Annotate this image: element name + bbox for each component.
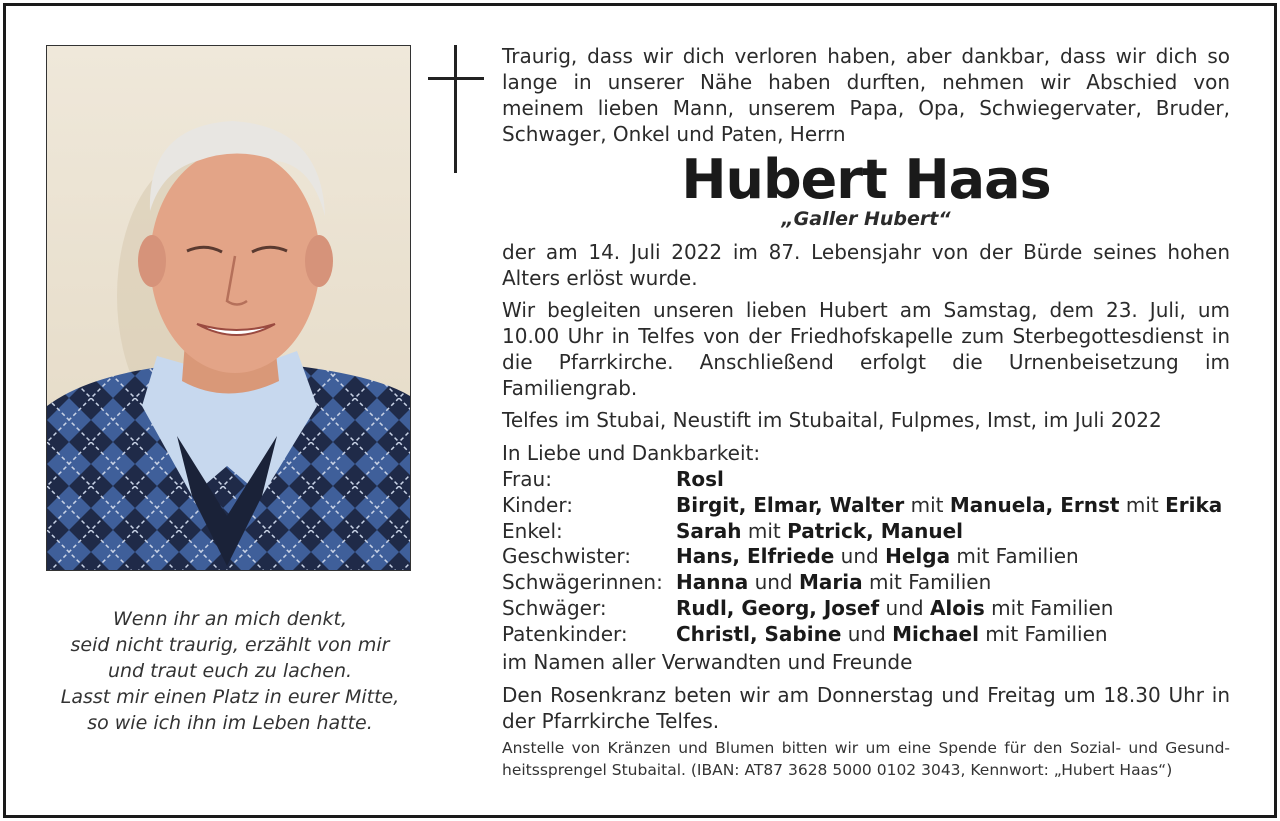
poem-line: seid nicht traurig, erzählt von mir [70,634,390,656]
family-members: Sarah mit Patrick, Manuel [676,518,964,543]
family-relation-label: Frau: [502,467,552,491]
portrait-illustration [47,46,410,570]
poem-line: und traut euch zu lachen. [107,660,353,682]
family-row [502,493,1230,519]
family-row [502,622,1230,648]
family-members: Rudl, Georg, Josef und Alois mit Familien [676,595,1114,620]
family-members: Hanna und Maria mit Familien [676,570,992,595]
intro-text: Traurig, dass wir dich verloren haben, aber dankbar, dass wir dich so lange in unserer Nähe haben durften, nehmen wir Abschied von meinem lieben Mann, unserem Papa, Opa, Schwiegervater, Bruder, Schwager, Onkel und Paten, Herrn [502,44,1230,146]
poem-line: so wie ich ihn im Leben hatte. [87,712,373,734]
rosary-text: Den Rosenkranz beten wir am Donnerstag und Freitag um 18.30 Uhr in der Pfarrkirche Telfes. [502,683,1230,733]
family-members: Christl, Sabine und Michael mit Familien [676,621,1108,646]
family-row [502,596,1230,622]
gratitude-line: In Liebe und Dankbarkeit: [502,441,761,465]
family-list [502,467,1230,648]
family-relation-label: Geschwister: [502,544,631,569]
family-row [502,570,1230,596]
places-date: Telfes im Stubai, Neustift im Stubaital, Fulpmes, Imst, im Juli 2022 [502,408,1162,432]
family-relation-label: Schwägerinnen: [502,570,663,595]
funeral-text: Wir begleiten unseren lieben Hubert am Samstag, dem 23. Juli, um 10.00 Uhr in Telfes von der Friedhofskapelle zum Sterbegottesdienst in die Pfarrkirche. Anschließend erfolgt die Urnenbeisetzung im Familiengrab. [502,298,1230,400]
family-relation-label: Schwäger: [502,595,607,620]
family-members: Rosl [676,467,724,491]
cross-icon [428,45,484,173]
family-relation-label: Kinder: [502,492,573,517]
family-relation-label: Patenkinder: [502,621,628,646]
donation-text: Anstelle von Kränzen und Blumen bitten wir um eine Spende für den Sozial- und Gesund-heitssprengel Stubaital. (IBAN: AT87 3628 5000 0102 3043, Kennwort: „Hubert Haas“) [502,739,1230,779]
family-row [502,519,1230,545]
death-text: der am 14. Juli 2022 im 87. Lebensjahr von der Bürde seines hohen Alters erlöst wurde. [502,240,1230,290]
family-members: Birgit, Elmar, Walter mit Manuela, Ernst mit Erika [676,492,1223,517]
family-row [502,544,1230,570]
deceased-name: Hubert Haas [681,148,1051,211]
poem-line: Lasst mir einen Platz in eurer Mitte, [60,686,400,708]
relatives-line: im Namen aller Verwandten und Freunde [502,650,913,674]
family-relation-label: Enkel: [502,518,563,543]
poem-line: Wenn ihr an mich denkt, [112,608,348,630]
family-row [502,467,1230,493]
nickname: „Galler Hubert“ [781,208,951,230]
family-members: Hans, Elfriede und Helga mit Familien [676,544,1079,569]
memorial-poem [30,606,430,736]
portrait-photo [46,45,411,571]
